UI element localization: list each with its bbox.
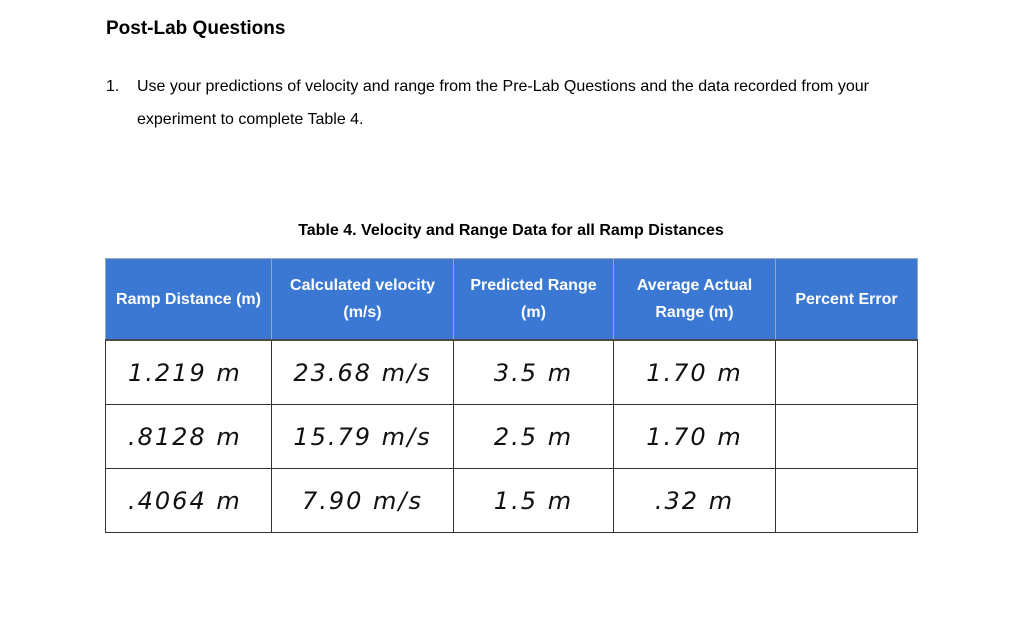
table-header-row — [106, 259, 918, 341]
table-caption: Table 4. Velocity and Range Data for all Ramp Distances — [298, 222, 724, 239]
cell-calculated-velocity[interactable]: 15.79 m/s — [272, 405, 454, 469]
velocity-range-table — [105, 258, 918, 533]
header-percent-error: Percent Error — [776, 259, 918, 341]
table-row — [106, 340, 918, 405]
header-average-actual-range: Average Actual Range (m) — [614, 259, 776, 341]
cell-predicted-range[interactable]: 3.5 m — [454, 340, 614, 405]
page-heading: Post-Lab Questions — [106, 18, 286, 39]
header-calculated-velocity: Calculated velocity (m/s) — [272, 259, 454, 341]
cell-ramp-distance[interactable]: 1.219 m — [106, 340, 272, 405]
cell-predicted-range[interactable]: 2.5 m — [454, 405, 614, 469]
table-row — [106, 405, 918, 469]
table-row — [106, 469, 918, 533]
question-number: 1. — [106, 78, 120, 95]
cell-ramp-distance[interactable]: .4064 m — [106, 469, 272, 533]
cell-percent-error[interactable] — [776, 405, 918, 469]
cell-calculated-velocity[interactable]: 23.68 m/s — [272, 340, 454, 405]
cell-average-actual-range[interactable]: .32 m — [614, 469, 776, 533]
cell-average-actual-range[interactable]: 1.70 m — [614, 405, 776, 469]
cell-ramp-distance[interactable]: .8128 m — [106, 405, 272, 469]
cell-percent-error[interactable] — [776, 340, 918, 405]
cell-predicted-range[interactable]: 1.5 m — [454, 469, 614, 533]
header-ramp-distance: Ramp Distance (m) — [106, 259, 272, 341]
header-predicted-range: Predicted Range (m) — [454, 259, 614, 341]
cell-average-actual-range[interactable]: 1.70 m — [614, 340, 776, 405]
cell-calculated-velocity[interactable]: 7.90 m/s — [272, 469, 454, 533]
cell-percent-error[interactable] — [776, 469, 918, 533]
question-text: Use your predictions of velocity and range from the Pre-Lab Questions and the data recorded from your experiment to complete Table 4. — [137, 78, 869, 128]
